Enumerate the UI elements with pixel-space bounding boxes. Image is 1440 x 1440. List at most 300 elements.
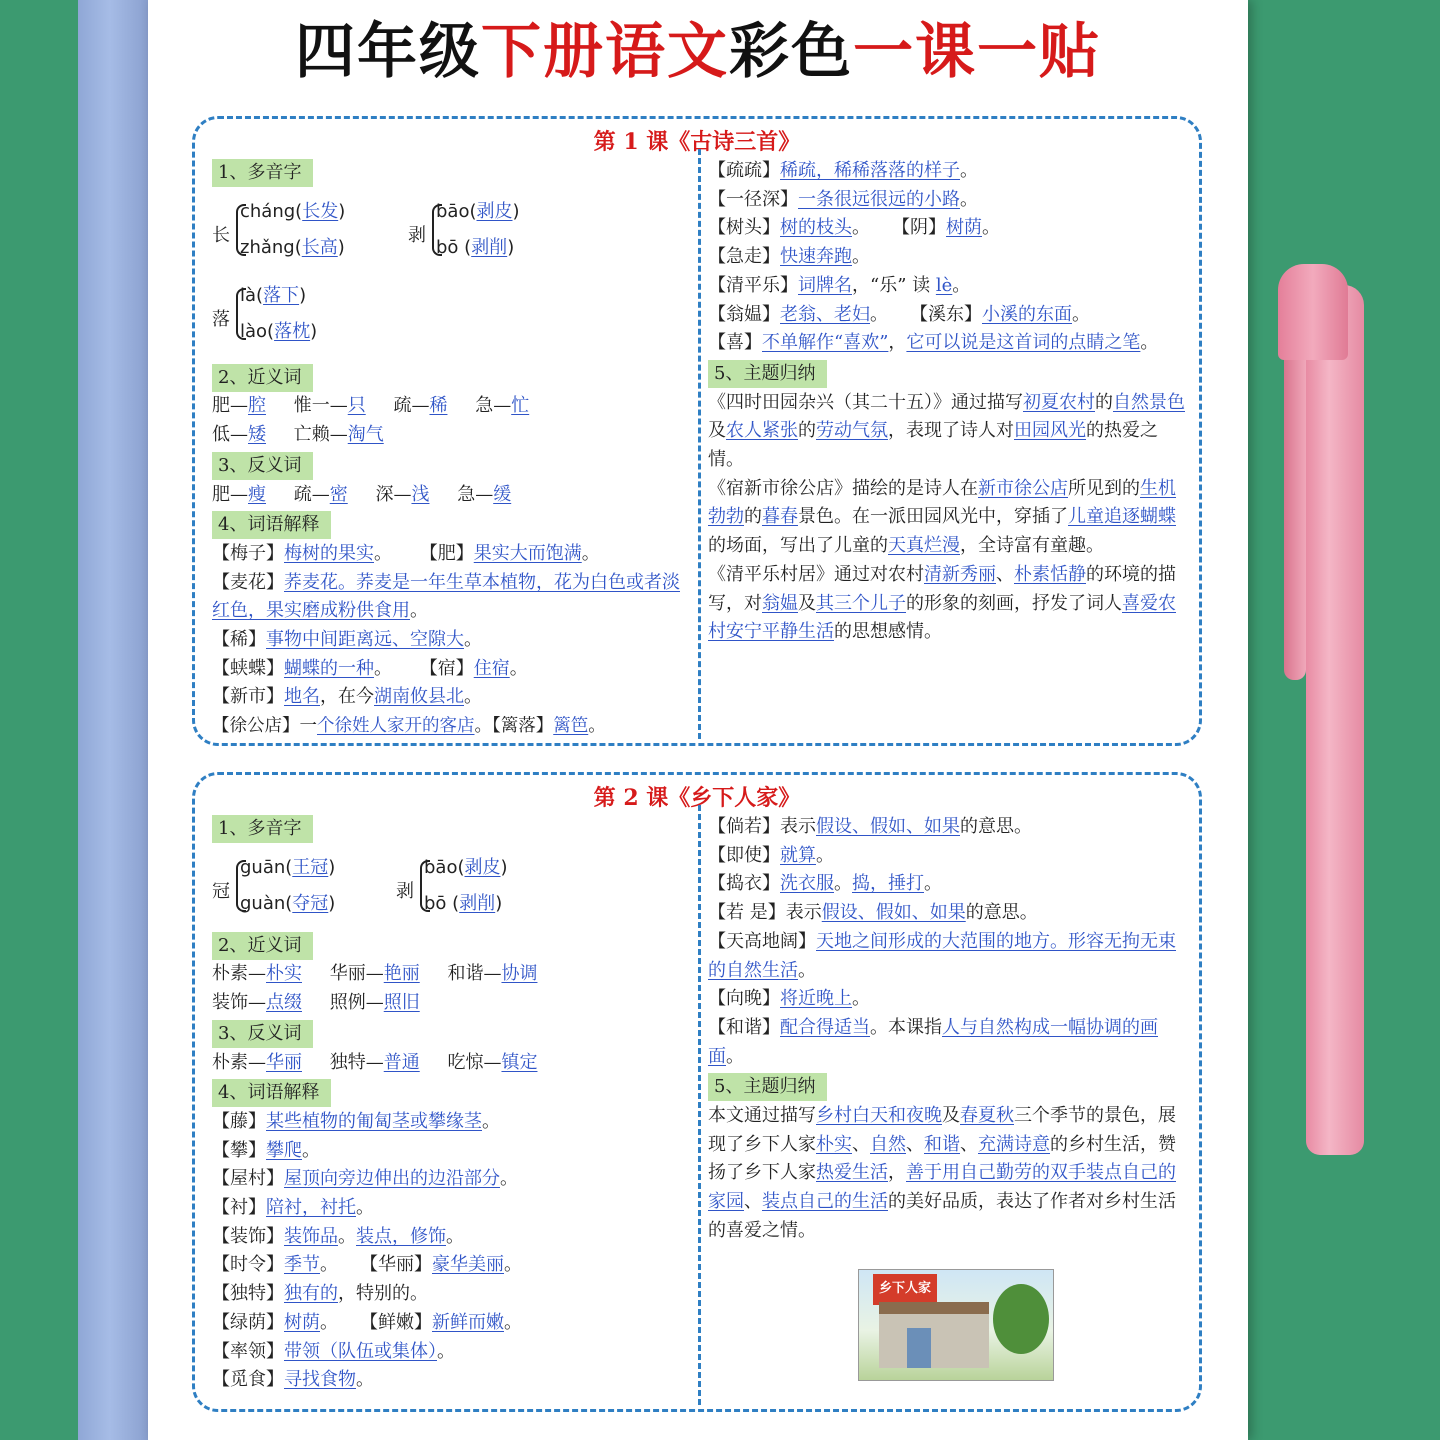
text: ，在今 xyxy=(320,686,374,708)
ant-answer: 缓 xyxy=(493,483,512,505)
definition-row xyxy=(708,186,1188,215)
definition: 荞麦花。荞麦是一年生草本植物，花为白色或者淡红色，果实磨成粉供食用 xyxy=(212,571,680,622)
definition-row xyxy=(708,329,1188,358)
definition: 新鲜而嫩 xyxy=(432,1311,504,1333)
poly-word: 长发 xyxy=(302,200,339,222)
keyword: 农人紧张 xyxy=(726,420,798,442)
term: 【翁媪】 xyxy=(708,303,780,325)
punct: 。 xyxy=(852,246,870,268)
pen-cap xyxy=(1278,264,1348,360)
lesson-1-title: 第 1 课《古诗三首》 xyxy=(593,129,801,155)
definition: 快速奔跑 xyxy=(780,246,852,268)
ant-word: 吃惊— xyxy=(447,1051,502,1073)
text: 、 xyxy=(852,1133,870,1155)
text: 的 xyxy=(744,506,762,528)
section-antonyms: 3、反义词 xyxy=(212,1020,313,1048)
lesson-1-right-column xyxy=(708,157,1188,647)
syn-answer: 照旧 xyxy=(383,992,420,1014)
definition: 装点，修饰 xyxy=(356,1225,446,1247)
definition: 假设、假如、如果 xyxy=(821,902,966,924)
poly-reading-1 xyxy=(240,854,335,883)
punct: 。 xyxy=(588,716,606,737)
text: 、 xyxy=(906,1133,924,1155)
text: 的 xyxy=(1095,391,1113,413)
term: 【衬】 xyxy=(212,1197,266,1219)
definition: 季节 xyxy=(284,1254,320,1276)
ant-word: 朴素— xyxy=(212,1051,266,1073)
poly-reading-2 xyxy=(240,234,345,263)
poly-word: 落下 xyxy=(263,284,300,306)
poly-word: 剥削 xyxy=(459,892,496,914)
definition: 地名 xyxy=(284,686,320,708)
pinyin: cháng( xyxy=(240,200,303,222)
text: ， xyxy=(888,1162,906,1184)
title-part-color: 彩色 xyxy=(729,17,853,87)
lesson-illustration xyxy=(858,1269,1054,1381)
definition: 它可以说是这首词的点睛之笔 xyxy=(906,332,1141,354)
punct: 。 xyxy=(446,1225,464,1247)
definition: 陪衬，衬托 xyxy=(266,1197,356,1219)
section-polyphonic: 1、多音字 xyxy=(212,815,313,843)
theme-paragraph xyxy=(708,561,1188,647)
keyword: 自然景色 xyxy=(1113,391,1185,413)
text: 本文通过描写 xyxy=(708,1105,816,1127)
text: 《清平乐村居》通过对农村 xyxy=(708,563,924,585)
keyword: 善于用自己勤劳的双手装点自己的家园 xyxy=(708,1162,1176,1213)
definition: 独有的 xyxy=(284,1283,338,1305)
theme-paragraph xyxy=(708,475,1188,561)
poly-reading-2 xyxy=(424,890,502,919)
definition-row xyxy=(212,1108,690,1137)
keyword: 田园风光 xyxy=(1014,420,1086,442)
definition-row xyxy=(212,1137,690,1166)
punct: 。 xyxy=(374,657,392,679)
definition: 某些植物的匍匐茎或攀缘茎 xyxy=(266,1110,482,1132)
title-part-lesson: 一课一贴 xyxy=(853,17,1101,87)
definition: 梅树的果实 xyxy=(284,542,374,564)
paren: ) xyxy=(328,856,336,878)
paren: ) xyxy=(299,284,307,306)
definition: 树的枝头 xyxy=(780,217,852,239)
definition: 寻找食物 xyxy=(284,1369,356,1391)
keyword: 生机勃勃 xyxy=(708,477,1176,528)
punct: 。 xyxy=(852,217,870,239)
definition: 个徐姓人家开的客店 xyxy=(317,716,475,737)
definition-row xyxy=(708,870,1188,899)
ant-word: 疏— xyxy=(293,483,330,505)
definition: 带领（队伍或集体） xyxy=(284,1340,437,1362)
syn-answer: 只 xyxy=(347,395,366,417)
definition-row xyxy=(708,157,1188,186)
punct: 。 xyxy=(437,1340,455,1362)
definition: 稀疏，稀稀落落的样子 xyxy=(780,160,960,181)
syn-word: 和谐— xyxy=(447,963,502,985)
theme-paragraph xyxy=(708,389,1188,475)
syn-answer: 矮 xyxy=(248,424,266,446)
definition: 老翁、老妇 xyxy=(780,303,870,325)
punct: 。 xyxy=(816,844,834,866)
definition: 树荫 xyxy=(284,1311,320,1333)
definition: 人与自然构成一幅协调的画面 xyxy=(708,1016,1158,1067)
house-icon xyxy=(879,1302,989,1368)
punct: 。 xyxy=(852,988,870,1010)
poly-word: 剥皮 xyxy=(476,200,513,222)
lesson-2-title: 第 2 课《乡下人家》 xyxy=(593,785,801,811)
definition: 小溪的东面 xyxy=(982,303,1072,325)
text: 及 xyxy=(942,1105,960,1127)
syn-answer: 腔 xyxy=(248,395,266,417)
illustration-sign: 乡下人家 xyxy=(873,1274,937,1305)
keyword: 儿童追逐蝴蝶 xyxy=(1068,506,1176,528)
term: 【溪东】 xyxy=(910,303,982,325)
section-theme: 5、主题归纳 xyxy=(708,1073,827,1101)
text: 所见到的 xyxy=(1068,477,1140,499)
definition: 湖南攸县北 xyxy=(374,686,464,708)
definition: 蝴蝶的一种 xyxy=(284,657,374,679)
text: 《四时田园杂兴（其二十五）》通过描写 xyxy=(708,391,1023,413)
pinyin: guān( xyxy=(240,856,293,878)
term: 【向晚】 xyxy=(708,988,780,1010)
keyword: 和谐 xyxy=(924,1133,960,1155)
synonym-row: 肥—腔 惟一—只 疏—稀 急—忙 xyxy=(212,395,530,417)
paren: ) xyxy=(500,856,508,878)
keyword: 喜爱农村安宁平静生活 xyxy=(708,592,1176,643)
poly-reading-1 xyxy=(436,198,520,227)
paren: ) xyxy=(337,236,345,258)
punct: 。 xyxy=(482,1110,500,1132)
text: 景色。在一派田园风光中，穿插了 xyxy=(798,506,1068,528)
text: 及 xyxy=(708,420,726,442)
section-antonyms: 3、反义词 xyxy=(212,452,313,480)
paren: ) xyxy=(512,200,520,222)
term: 【麦花】 xyxy=(212,571,284,593)
theme-paragraph xyxy=(708,1102,1188,1246)
antonym-row xyxy=(212,481,690,510)
lesson-2-card xyxy=(192,772,1202,1412)
punct: 。 xyxy=(410,600,428,622)
antonym-row xyxy=(212,1049,690,1078)
text: 的环境的描写，对 xyxy=(708,563,1176,614)
keyword: 乡村白天和夜晚 xyxy=(816,1105,942,1127)
definition-row xyxy=(212,1366,690,1395)
synonym-row xyxy=(212,960,690,989)
syn-answer: 稀 xyxy=(429,395,448,417)
tree-icon xyxy=(993,1284,1049,1354)
syn-answer: 协调 xyxy=(501,963,538,985)
ant-answer: 浅 xyxy=(411,483,430,505)
keyword: 热爱生活 xyxy=(816,1162,888,1184)
term: 【独特】 xyxy=(212,1283,284,1305)
term: 【梅子】 xyxy=(212,542,284,564)
term: 【徐公店】 xyxy=(212,716,300,737)
title-part-volume: 下册语文 xyxy=(481,17,729,87)
text: 的意思。 xyxy=(965,902,1038,924)
syn-answer: 淘气 xyxy=(347,424,384,446)
text: ，表现了诗人对 xyxy=(888,420,1014,442)
definition-row xyxy=(212,1338,690,1367)
pinyin: bāo( xyxy=(424,856,465,878)
text: 一 xyxy=(299,716,317,737)
pinyin: guàn( xyxy=(240,892,293,914)
definition: 配合得适当 xyxy=(780,1016,870,1038)
syn-word: 低— xyxy=(212,424,248,446)
definition: 果实大而饱满 xyxy=(473,542,582,564)
definition-row xyxy=(212,712,690,741)
definition: 词牌名 xyxy=(798,274,852,296)
syn-word: 亡赖— xyxy=(293,424,348,446)
text: 表示 xyxy=(785,902,822,924)
term: 【屋村】 xyxy=(212,1168,284,1190)
poly-reading-1 xyxy=(424,854,508,883)
door-icon xyxy=(907,1328,931,1368)
definition-row xyxy=(708,1014,1188,1071)
definition: 天地之间形成的大范围的地方。形容无拘无束的自然生活 xyxy=(708,930,1176,981)
punct: 。 xyxy=(834,873,852,895)
punct: 。 xyxy=(504,1311,522,1333)
syn-word: 装饰— xyxy=(212,992,266,1014)
definition-row xyxy=(212,569,690,626)
text: 。本课指 xyxy=(870,1016,942,1038)
term: 【率领】 xyxy=(212,1340,284,1362)
poly-reading-1 xyxy=(240,282,306,311)
pinyin: zhǎng( xyxy=(240,236,302,258)
punct: 。 xyxy=(924,873,942,895)
poly-char: 落 xyxy=(212,308,230,330)
paren: ) xyxy=(338,200,346,222)
keyword: 初夏农村 xyxy=(1023,391,1095,413)
definition: 装饰品 xyxy=(284,1225,338,1247)
ant-word: 急— xyxy=(457,483,494,505)
punct: 。 xyxy=(870,303,888,325)
definition: 屋顶向旁边伸出的边沿部分 xyxy=(284,1168,500,1190)
section-word-explanations: 4、词语解释 xyxy=(212,511,331,539)
lesson-1-card xyxy=(192,116,1202,746)
polyphonic-block xyxy=(212,844,690,930)
term: 【觅食】 xyxy=(212,1369,284,1391)
worksheet-paper xyxy=(148,0,1248,1440)
definition-row xyxy=(212,683,690,712)
definition-row xyxy=(212,1194,690,1223)
pinyin: là( xyxy=(240,284,264,306)
keyword: 翁媪 xyxy=(762,592,798,614)
syn-word: 肥— xyxy=(212,395,248,417)
term: 【鲜嫩】 xyxy=(360,1311,432,1333)
term: 【倘若】 xyxy=(708,816,780,837)
text: 《宿新市徐公店》描绘的是诗人在 xyxy=(708,477,978,499)
definition-row xyxy=(212,1251,690,1280)
lesson-2-left-column xyxy=(212,813,690,1395)
syn-word: 朴素— xyxy=(212,963,266,985)
poly-char: 冠 xyxy=(212,880,230,902)
pen-body xyxy=(1306,285,1364,1155)
definition: 住宿 xyxy=(473,657,510,679)
punct: 。 xyxy=(509,657,528,679)
lesson-1-left-column xyxy=(212,157,690,741)
punct: 。 xyxy=(464,629,482,651)
punct: 。 xyxy=(581,542,600,564)
poly-word: 落枕 xyxy=(274,320,311,342)
definition-row xyxy=(212,1280,690,1309)
term: 【疏疏】 xyxy=(708,160,780,181)
term: 【装饰】 xyxy=(212,1225,284,1247)
punct: 。 xyxy=(798,959,816,981)
syn-word: 照例— xyxy=(329,992,384,1014)
syn-word: 华丽— xyxy=(329,963,384,985)
punct: 。 xyxy=(356,1197,374,1219)
punct: 。 xyxy=(504,1254,522,1276)
ant-answer: 镇定 xyxy=(501,1051,538,1073)
definition: 一条很远很远的小路 xyxy=(798,188,960,210)
section-synonyms: 2、近义词 xyxy=(212,364,313,392)
definition-row xyxy=(708,899,1188,928)
section-theme: 5、主题归纳 xyxy=(708,360,827,388)
definition-row xyxy=(708,243,1188,272)
syn-answer: 艳丽 xyxy=(383,963,420,985)
text: 、 xyxy=(744,1191,762,1213)
title-part-grade: 四年级 xyxy=(295,17,481,87)
definition-row xyxy=(708,301,1188,330)
syn-answer: 点缀 xyxy=(266,992,302,1014)
punct: 。 xyxy=(1072,303,1090,325)
paren: ) xyxy=(310,320,318,342)
term: 【即使】 xyxy=(708,844,780,866)
text: 及 xyxy=(798,592,816,614)
text: 表示 xyxy=(780,816,816,837)
punct: 。 xyxy=(464,686,482,708)
punct: ，特别的。 xyxy=(338,1283,428,1305)
text: 的 xyxy=(798,420,816,442)
synonym-row xyxy=(212,421,690,450)
term: 【绿荫】 xyxy=(212,1311,284,1333)
syn-answer: 朴实 xyxy=(266,963,302,985)
synonym-row xyxy=(212,989,690,1018)
ant-answer: 华丽 xyxy=(266,1051,302,1073)
keyword: 朴实 xyxy=(816,1133,852,1155)
text: ，“乐” 读 xyxy=(852,274,931,296)
definition: lè xyxy=(935,274,953,296)
punct: 。 xyxy=(500,1168,518,1190)
keyword: 充满诗意 xyxy=(978,1133,1050,1155)
punct: 。 xyxy=(302,1139,320,1161)
definition-row xyxy=(212,1223,690,1252)
ant-word: 深— xyxy=(375,483,412,505)
punct: ， xyxy=(888,332,907,354)
term: 【一径深】 xyxy=(708,188,798,210)
ant-word: 肥— xyxy=(212,483,248,505)
poly-char: 长 xyxy=(212,224,230,246)
keyword: 新市徐公店 xyxy=(978,477,1068,499)
keyword: 清新秀丽 xyxy=(924,563,996,585)
punct: 。 xyxy=(952,274,971,296)
definition: 不单解作“喜欢” xyxy=(762,332,889,354)
term: 【蛱蝶】 xyxy=(212,657,284,679)
punct: 。 xyxy=(1140,332,1159,354)
column-divider xyxy=(698,149,701,739)
definition-row xyxy=(708,813,1188,842)
polyphonic-block xyxy=(212,188,690,278)
punct: 。 xyxy=(374,542,392,564)
definition-row xyxy=(212,1309,690,1338)
text: 的意思。 xyxy=(960,816,1032,837)
definition-row xyxy=(212,1165,690,1194)
text: 、 xyxy=(960,1133,978,1155)
definition: 攀爬 xyxy=(266,1139,302,1161)
pinyin: bāo( xyxy=(436,200,477,222)
paren: ) xyxy=(495,892,503,914)
term: 【树头】 xyxy=(708,217,780,239)
definition-row xyxy=(212,626,690,655)
definition: 篱笆 xyxy=(553,716,589,737)
definition-row xyxy=(708,928,1188,985)
pinyin: bō ( xyxy=(436,236,472,258)
term: 【急走】 xyxy=(708,246,780,268)
page-title xyxy=(148,14,1248,90)
keyword: 朴素恬静 xyxy=(1014,563,1086,585)
paren: ) xyxy=(328,892,336,914)
text: 三个季节的景色，展现了乡下人家 xyxy=(708,1105,1176,1155)
punct: 。 xyxy=(982,217,1000,239)
term: 【天高地阔】 xyxy=(708,930,816,952)
text: 、 xyxy=(996,563,1014,585)
keyword: 暮春 xyxy=(762,506,798,528)
definition: 豪华美丽 xyxy=(432,1254,504,1276)
pinyin: bō ( xyxy=(424,892,460,914)
text: 的热爱之情。 xyxy=(708,420,1158,471)
term: 【华丽】 xyxy=(360,1254,432,1276)
term: 【捣衣】 xyxy=(708,873,780,895)
text: ，全诗富有童趣。 xyxy=(960,535,1104,557)
keyword: 其三个儿子 xyxy=(816,592,906,614)
syn-word: 疏— xyxy=(393,395,430,417)
section-synonyms: 2、近义词 xyxy=(212,932,313,960)
term: 【藤】 xyxy=(212,1110,266,1132)
term: 【稀】 xyxy=(212,629,266,651)
polyphonic-block xyxy=(212,278,690,362)
definition: 事物中间距离远、空隙大 xyxy=(266,629,464,651)
poly-word: 长高 xyxy=(301,236,338,258)
term: 【新市】 xyxy=(212,686,284,708)
lesson-2-right-column xyxy=(708,813,1188,1296)
definition: 树荫 xyxy=(946,217,982,239)
poly-word: 剥皮 xyxy=(464,856,501,878)
text: 的乡村生活，赞扬了乡下人家 xyxy=(708,1133,1176,1184)
definition-row xyxy=(708,985,1188,1014)
term: 【肥】 xyxy=(419,542,474,564)
keyword: 劳动气氛 xyxy=(816,420,888,442)
definition-row xyxy=(708,272,1188,301)
ant-answer: 密 xyxy=(329,483,348,505)
term: 【篱落】 xyxy=(492,716,554,737)
keyword: 装点自己的生活 xyxy=(762,1191,888,1213)
term: 【和谐】 xyxy=(708,1016,780,1038)
poly-char: 剥 xyxy=(396,880,414,902)
keyword: 春夏秋 xyxy=(960,1105,1014,1127)
section-polyphonic: 1、多音字 xyxy=(212,159,313,187)
definition: 将近晚上 xyxy=(780,988,852,1010)
term: 【时令】 xyxy=(212,1254,284,1276)
punct: 。 xyxy=(474,716,492,737)
text: 的场面，写出了儿童的 xyxy=(708,535,888,557)
syn-answer: 忙 xyxy=(511,395,530,417)
poly-char: 剥 xyxy=(408,224,426,246)
definition: 就算 xyxy=(780,844,816,866)
ant-answer: 普通 xyxy=(383,1051,420,1073)
term: 【清平乐】 xyxy=(708,274,798,296)
text: 的形象的刻画，抒发了词人 xyxy=(906,592,1122,614)
poly-word: 夺冠 xyxy=(292,892,329,914)
keyword: 天真烂漫 xyxy=(888,535,960,557)
paren: ) xyxy=(507,236,515,258)
